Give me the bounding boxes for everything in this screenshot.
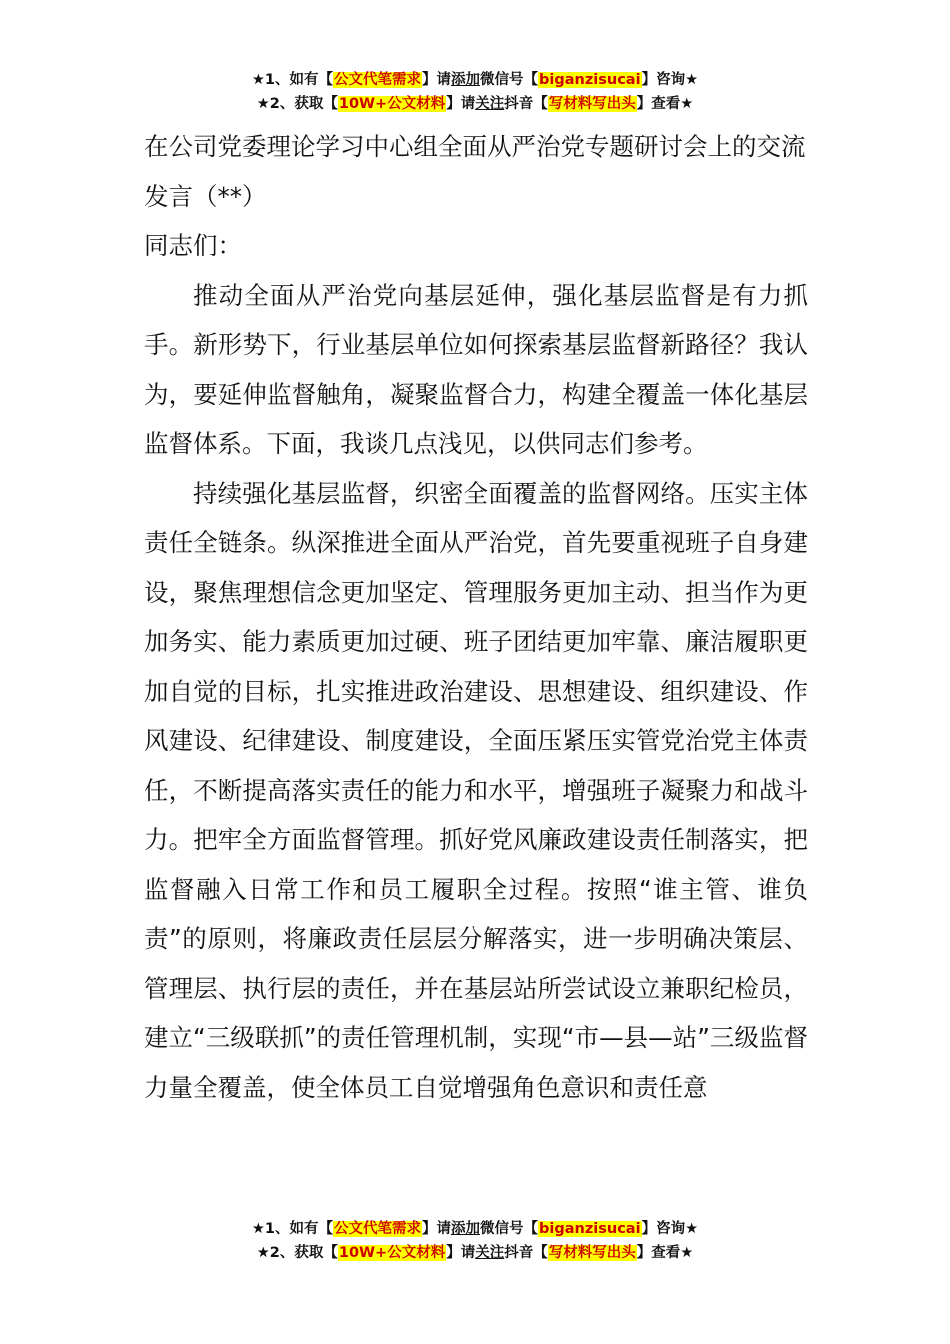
salutation: 同志们： xyxy=(144,231,242,260)
promo-text: 】请 xyxy=(446,96,476,112)
promo-line-1 xyxy=(0,1217,950,1241)
promo-text: 抖音【 xyxy=(504,96,548,112)
body-paragraph: 推动全面从严治党向基层延伸，强化基层监督是有力抓手。新形势下，行业基层单位如何探索基层监督新路径？我认为，要延伸监督触角，凝聚监督合力，构建全覆盖一体化基层监督体系。下面，我谈几点浅见，以供同志们参考。 xyxy=(144,280,808,458)
highlight-tag: biganzisucai xyxy=(539,72,641,88)
promo-text: 】咨询★ xyxy=(641,1221,699,1237)
highlight-tag: 公文代笔需求 xyxy=(334,1221,422,1237)
promo-line-2 xyxy=(0,1241,950,1265)
promo-line-1 xyxy=(0,68,950,92)
promo-text: ★2、获取【 xyxy=(256,96,338,112)
promo-text: ★1、如有【 xyxy=(251,1221,334,1237)
underlined-text: 关注 xyxy=(475,96,505,112)
highlight-tag: 10W+公文材料 xyxy=(338,1245,446,1261)
highlight-tag: 写材料写出头 xyxy=(548,96,636,112)
promo-text: 】请 xyxy=(422,1221,452,1237)
body-paragraph: 持续强化基层监督，织密全面覆盖的监督网络。压实主体责任全链条。纵深推进全面从严治党，首先要重视班子自身建设，聚焦理想信念更加坚定、管理服务更加主动、担当作为更加务实、能力素质更加过硬、班子团结更加牢靠、廉洁履职更加自觉的目标，扎实推进政治建设、思想建设、组织建设、作风建设、纪律建设、制度建设，全面压紧压实管党治党主体责任，不断提高落实责任的能力和水平，增强班子凝聚力和战斗力。把牢全方面监督管理。抓好党风廉政建设责任制落实，把监督融入日常工作和员工履职全过程。按照“谁主管、谁负责”的原则，将廉政责任层层分解落实，进一步明确决策层、管理层、执行层的责任，并在基层站所尝试设立兼职纪检员，建立“三级联抓”的责任管理机制，实现“市—县—站”三级监督力量全覆盖，使全体员工自觉增强角色意识和责任意 xyxy=(144,478,808,1102)
highlight-tag: 公文代笔需求 xyxy=(334,72,422,88)
promo-text: 】咨询★ xyxy=(641,72,699,88)
highlight-tag: 写材料写出头 xyxy=(548,1245,636,1261)
promo-text: 】查看★ xyxy=(636,96,694,112)
document-body xyxy=(144,122,808,1112)
promo-text: ★2、获取【 xyxy=(256,1245,338,1261)
highlight-tag: biganzisucai xyxy=(539,1221,641,1237)
promo-banner-bottom xyxy=(0,1217,950,1265)
document-title: 在公司党委理论学习中心组全面从严治党专题研讨会上的交流发言（**） xyxy=(144,132,806,211)
promo-banner-top xyxy=(0,68,950,116)
promo-text: 微信号【 xyxy=(480,1221,539,1237)
promo-text: 】请 xyxy=(446,1245,476,1261)
promo-text: 抖音【 xyxy=(504,1245,548,1261)
underlined-text: 添加 xyxy=(451,72,481,88)
promo-text: ★1、如有【 xyxy=(251,72,334,88)
promo-text: 】查看★ xyxy=(636,1245,694,1261)
promo-line-2 xyxy=(0,92,950,116)
promo-text: 微信号【 xyxy=(480,72,539,88)
underlined-text: 添加 xyxy=(451,1221,481,1237)
underlined-text: 关注 xyxy=(475,1245,505,1261)
highlight-tag: 10W+公文材料 xyxy=(338,96,446,112)
promo-text: 】请 xyxy=(422,72,452,88)
